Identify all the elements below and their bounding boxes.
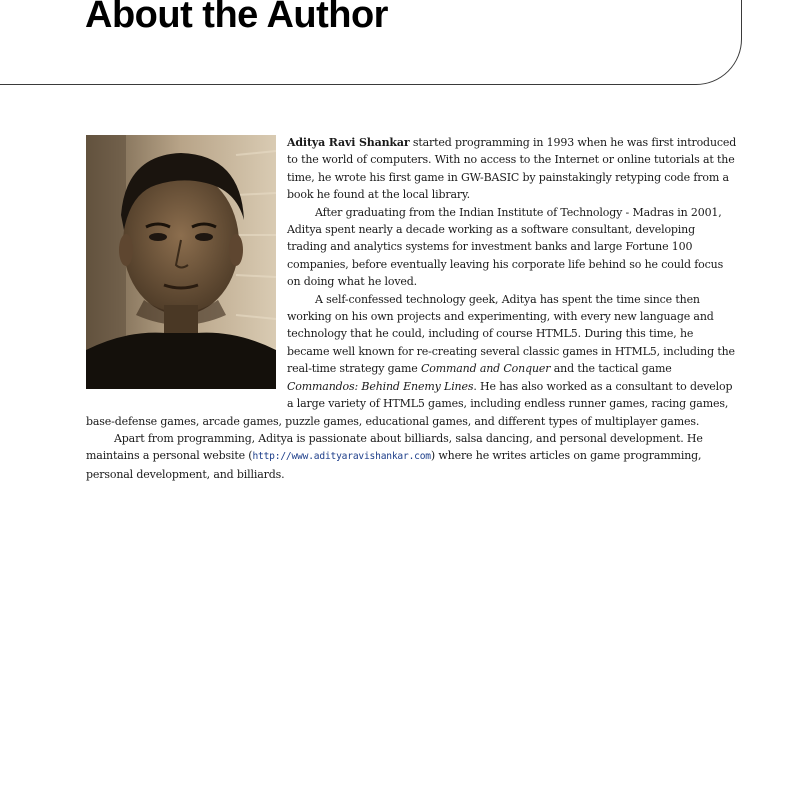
game-title-commandos: Commandos: Behind Enemy Lines [287,379,474,393]
author-bio [86,134,738,483]
bio-p4-text-b: ) where he writes articles on game programming, personal development, and billiards. [86,449,702,481]
bio-paragraph-2: After graduating from the Indian Institute of Technology - Madras in 2001, Aditya spent nearly a decade working as a software consultant, developing trading and analytics systems for investment banks and large Fortune 100 companies, before eventually leaving his corporate life behind so he could focus on doing what he loved. [287,205,724,289]
bio-paragraph-4 [86,430,738,483]
bio-p4-text-a: Apart from programming, Aditya is passionate about billiards, salsa dancing, and personal development. He maintains a personal website ( [86,431,703,463]
game-title-command-and-conquer: Command and Conquer [420,362,551,376]
bio-p3-text-a: A self-confessed technology geek, Aditya has spent the time since then working on his own projects and experimenting, with every new language and technology that he could, including of course HTML5. During this time, he became well known for re-creating several classic games in HTML5, including the real-time strategy game [287,292,735,376]
author-name: Aditya Ravi Shankar [287,136,410,149]
photo-spacer [86,134,287,396]
website-link[interactable]: http://www.adityaravishankar.com [252,451,431,463]
bio-p1-text: started programming in 1993 when he was first introduced to the world of computers. With no access to the Internet or online tutorials at the time, he wrote his first game in GW-BASIC by painstakingly retyping code from a book he found at the local library. [287,136,737,202]
bio-p3-text-b: and the tactical game [550,362,672,376]
bio-p3-text-c: . He has also worked as a consultant to develop a large variety of HTML5 games, including endless runner games, racing games, base-defense games, arcade games, puzzle games, educational games, and different types of multiplayer games. [86,379,733,428]
page-title: About the Author [85,0,388,36]
